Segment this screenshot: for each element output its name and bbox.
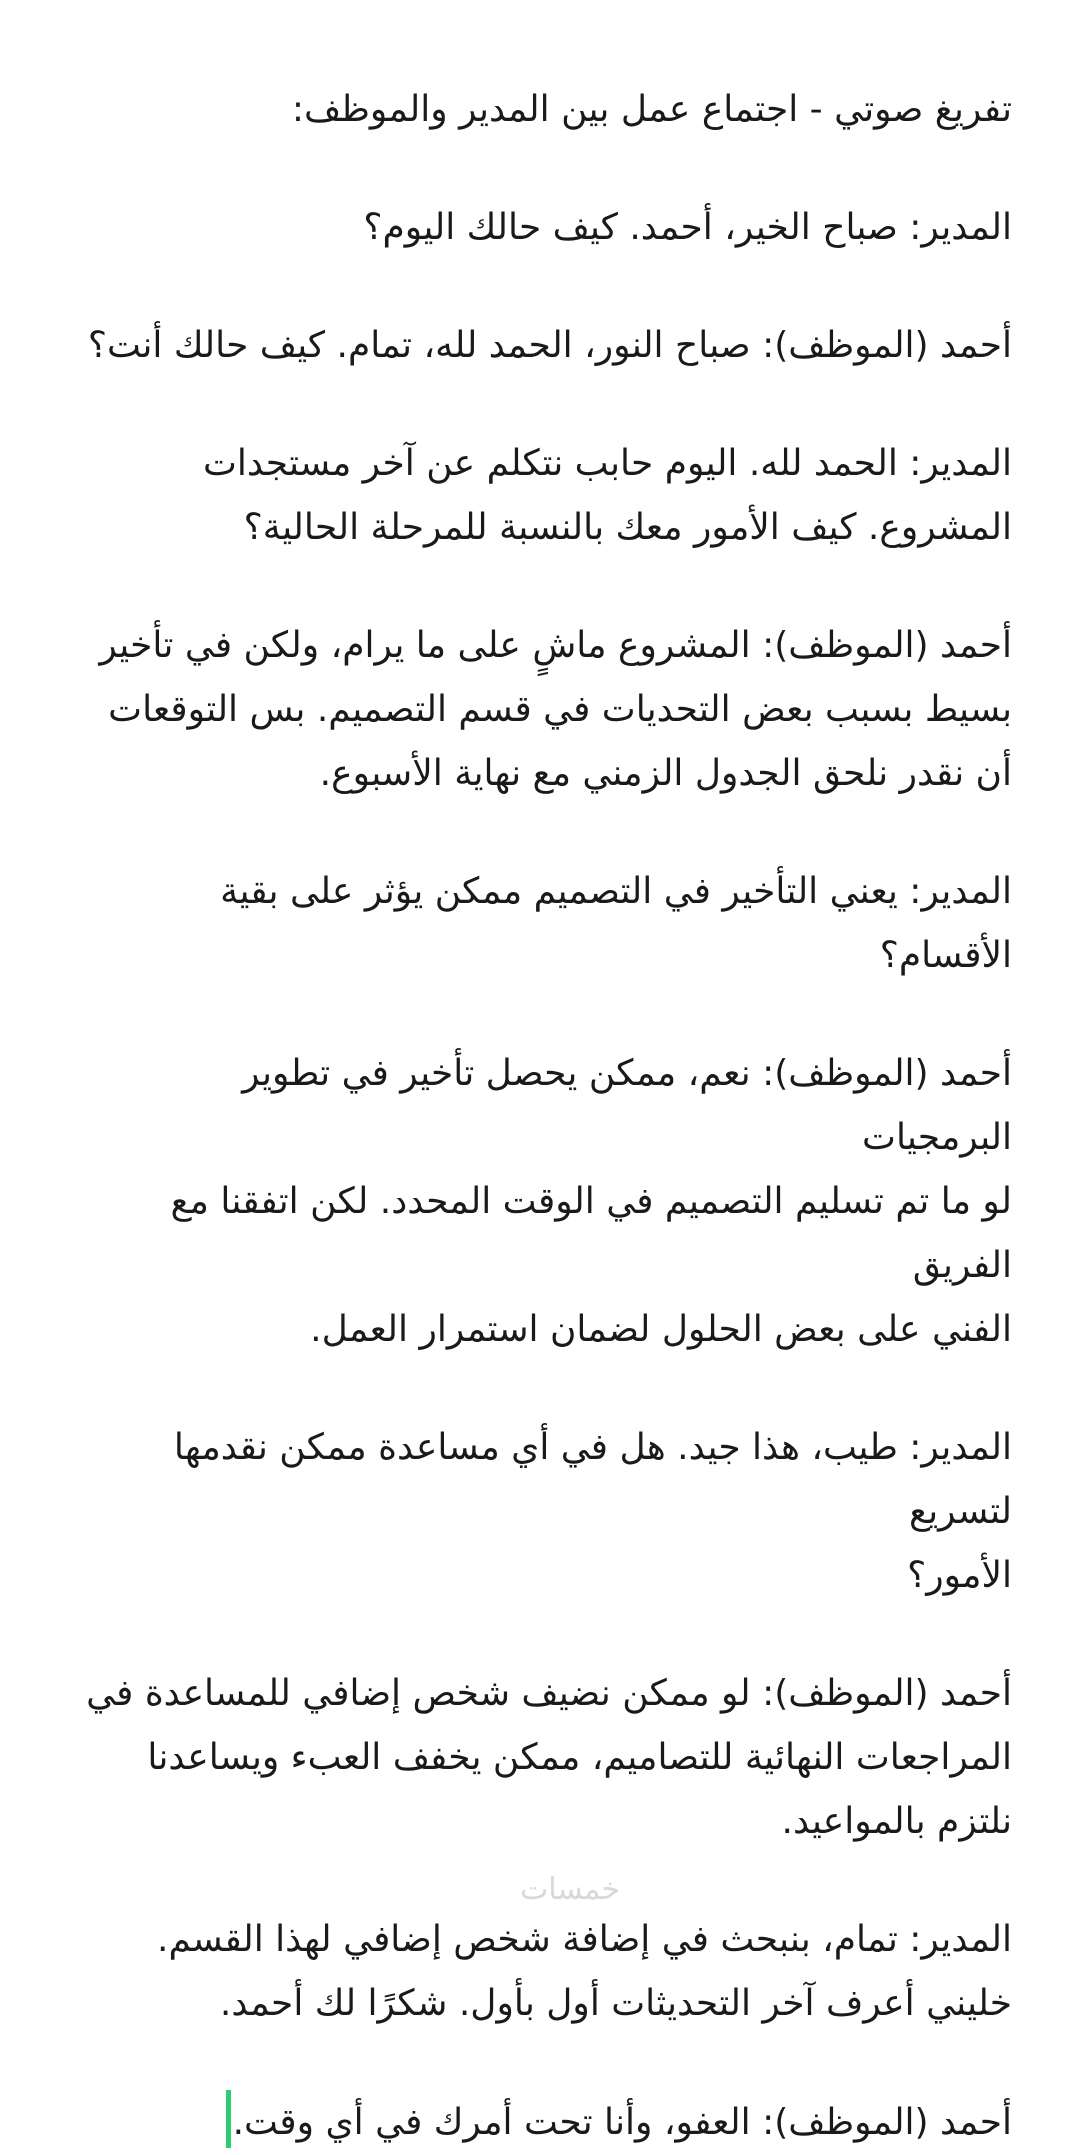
transcript-paragraph: المدير: صباح الخير، أحمد. كيف حالك اليوم؟ (363, 207, 1012, 248)
transcript-paragraph: المدير: طيب، هذا جيد. هل في أي مساعدة ممكن نقدمها لتسريع الأمور؟ (173, 1427, 1012, 1596)
transcript-document[interactable] (82, 78, 1012, 2155)
watermark-logo: خمسات (520, 1872, 621, 1907)
transcript-paragraph: أحمد (الموظف): المشروع ماشٍ على ما يرام، ولكن في تأخير بسيط بسبب بعض التحديات في قسم التصميم. بس التوقعات أن نقدر نلحق الجدول الزمني مع نهاية الأسبوع. (99, 625, 1012, 794)
last-paragraph-text: أحمد (الموظف): العفو، وأنا تحت أمرك في أي وقت. (232, 2102, 1012, 2143)
transcript-paragraph: المدير: يعني التأخير في التصميم ممكن يؤثر على بقية الأقسام؟ (220, 871, 1012, 976)
transcript-paragraph: أحمد (الموظف): نعم، ممكن يحصل تأخير في تطوير البرمجيات لو ما تم تسليم التصميم في الوقت المحدد. لكن اتفقنا مع الفريق الفني على بعض الحلول لضمان استمرار العمل. (170, 1053, 1012, 1350)
transcript-paragraph: المدير: الحمد لله. اليوم حابب نتكلم عن آخر مستجدات المشروع. كيف الأمور معك بالنسبة للمرحلة الحالية؟ (202, 443, 1012, 548)
last-transcript-paragraph (82, 2090, 1012, 2155)
document-title: تفريغ صوتي - اجتماع عمل بين المدير والموظف: (291, 89, 1012, 130)
transcript-paragraph: أحمد (الموظف): لو ممكن نضيف شخص إضافي للمساعدة في المراجعات النهائية للتصاميم، ممكن يخفف العبء ويساعدنا نلتزم بالمواعيد. (86, 1673, 1012, 1842)
text-cursor (226, 2090, 231, 2148)
transcript-paragraph: أحمد (الموظف): صباح النور، الحمد لله، تمام. كيف حالك أنت؟ (87, 325, 1012, 366)
transcript-paragraph: المدير: تمام، بنبحث في إضافة شخص إضافي لهذا القسم. خليني أعرف آخر التحديثات أول بأول. شكرًا لك أحمد. (157, 1919, 1012, 2024)
